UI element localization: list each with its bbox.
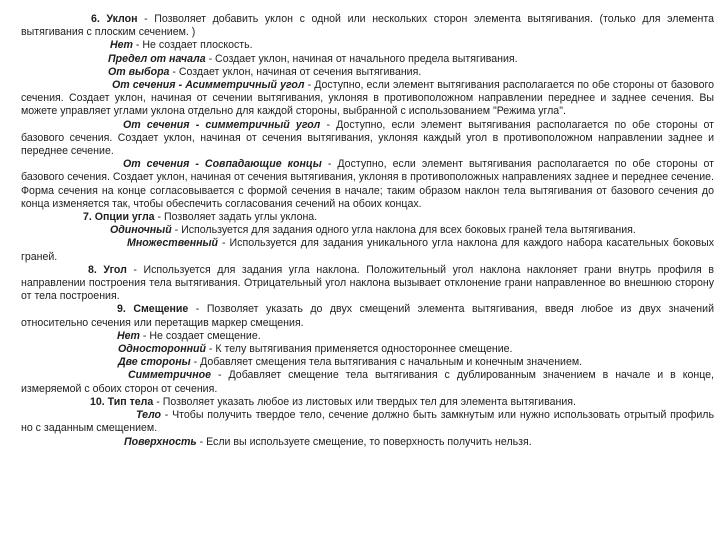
paragraph-draft-from-selection (0, 66, 720, 79)
term-draft-none: Нет (110, 39, 133, 52)
desc-angle: - Используется для задания угла наклона. Положительный угол наклона наклоняет грани внутрь профиля в направлении построения тела вытягивания. Отрицательный угол наклона вызывает отклонение грани направленное во внешнюю сторону от тела построения. (21, 263, 714, 303)
term-offset-symmetric: Симметричное (128, 369, 211, 382)
paragraph-angle-multiple (0, 237, 720, 263)
desc-body-surface: - Если вы используете смещение, то поверхность получить нельзя. (196, 435, 532, 448)
term-angle-single: Одиночный (110, 224, 172, 237)
paragraph-body-solid (0, 409, 720, 435)
paragraph-draft-symmetric (0, 119, 720, 159)
term-draft: 6. Уклон (91, 13, 138, 25)
desc-draft: - Позволяет добавить уклон с одной или нескольких сторон элемента вытягивания. (только для элемента вытягивания с плоским сечением. ) (21, 13, 714, 39)
term-body-surface: Поверхность (124, 435, 197, 448)
paragraph-offset-none (0, 330, 720, 343)
desc-draft-from-selection: - Создает уклон, начиная от сечения вытягивания. (169, 65, 422, 78)
desc-offset-symmetric: - Добавляет смещение тела вытягивания с дублированным значением в начале и в конце, измеряемой с обоих сторон от сечения. (21, 369, 714, 395)
desc-offset-none: - Не создает смещение. (139, 329, 261, 342)
paragraph-body-surface (0, 436, 720, 449)
desc-offset-one-sided: - К телу вытягивания применяется одностороннее смещение. (205, 343, 513, 356)
term-draft-matched-ends: От сечения - Совпадающие концы (123, 158, 322, 171)
desc-draft-symmetric: - Доступно, если элемент вытягивания располагается по обе стороны от базового сечения. Создает уклон, начиная от сечения вытягивания, уклоняя каждый угол в противоположном направлении заднее и переднее сечение. (21, 118, 714, 158)
desc-offset: - Позволяет указать до двух смещений элемента вытягивания, введя любое из двух значений относительно сечения или перетащив маркер смещения. (21, 303, 714, 329)
desc-draft-matched-ends: - Доступно, если элемент вытягивания располагается по обе стороны от базового сечения. Создает уклон, начиная от сечения вытягивания, уклоняя в противоположных направлениях заднее и переднее сечение. Форма сечения на конце согласовывается с формой сечения в начале; таким образом наклон тела вытягивания от базового сечения до конца изменяется так, чтобы обеспечить согласования сечений на обоих концах. (21, 158, 714, 210)
desc-body-type: - Позволяет указать любое из листовых или твердых тел для элемента вытягивания. (153, 395, 576, 408)
term-angle-multiple: Множественный (127, 237, 219, 250)
paragraph-angle-options (0, 211, 720, 224)
term-draft-from-start-limit: Предел от начала (108, 52, 206, 65)
paragraph-offset (0, 303, 720, 329)
paragraph-draft-none (0, 39, 720, 52)
paragraph-draft-matched-ends (0, 158, 720, 211)
term-offset-two-sides: Две стороны (118, 356, 191, 369)
term-angle-options: 7. Опции угла (83, 211, 155, 224)
desc-angle-single: - Используется для задания одного угла наклона для всех боковых граней тела вытягивания. (171, 224, 636, 237)
term-draft-from-selection: От выбора (108, 65, 170, 78)
term-angle: 8. Угол (88, 263, 127, 276)
paragraph-angle (0, 264, 720, 304)
desc-draft-from-start-limit: - Создает уклон, начиная от начального предела вытягивания. (205, 52, 518, 65)
paragraph-draft-from-start-limit (0, 53, 720, 66)
desc-draft-asymmetric: - Доступно, если элемент вытягивания располагается по обе стороны от базового сечения. Создает уклон, начиная от сечении вытягивания, уклоняя в противоположном направлении переднее и заднее сечения. Вы можете управляет углами уклона отдельно для каждой стороны, выбранной с использованием "Режима угла". (21, 79, 714, 118)
paragraph-draft (0, 13, 720, 39)
term-draft-symmetric: От сечения - симметричный угол (123, 118, 321, 131)
desc-angle-multiple: - Используется для задания уникального угла наклона для каждого набора касательных боковых граней. (21, 237, 714, 263)
paragraph-draft-asymmetric (0, 79, 720, 119)
desc-body-solid: - Чтобы получить твердое тело, сечение должно быть замкнутым или нужно использовать отрытый профиль но с заданным смещением. (21, 409, 714, 435)
desc-draft-none: - Не создает плоскость. (132, 39, 253, 52)
term-offset: 9. Смещение (117, 303, 189, 316)
paragraph-offset-symmetric (0, 369, 720, 395)
paragraph-offset-one-sided (0, 343, 720, 356)
desc-angle-options: - Позволяет задать углы уклона. (154, 211, 318, 224)
paragraph-angle-single (0, 224, 720, 237)
term-offset-none: Нет (117, 329, 140, 342)
paragraph-offset-two-sides (0, 356, 720, 369)
term-body-type: 10. Тип тела (90, 395, 154, 408)
desc-offset-two-sides: - Добавляет смещения тела вытягивания с начальным и конечным значением. (190, 356, 583, 369)
term-body-solid: Тело (136, 409, 162, 422)
document-body (0, 13, 720, 449)
term-draft-asymmetric: От сечения - Асимметричный угол (112, 79, 305, 92)
term-offset-one-sided: Односторонний (118, 343, 206, 356)
paragraph-body-type (0, 396, 720, 409)
